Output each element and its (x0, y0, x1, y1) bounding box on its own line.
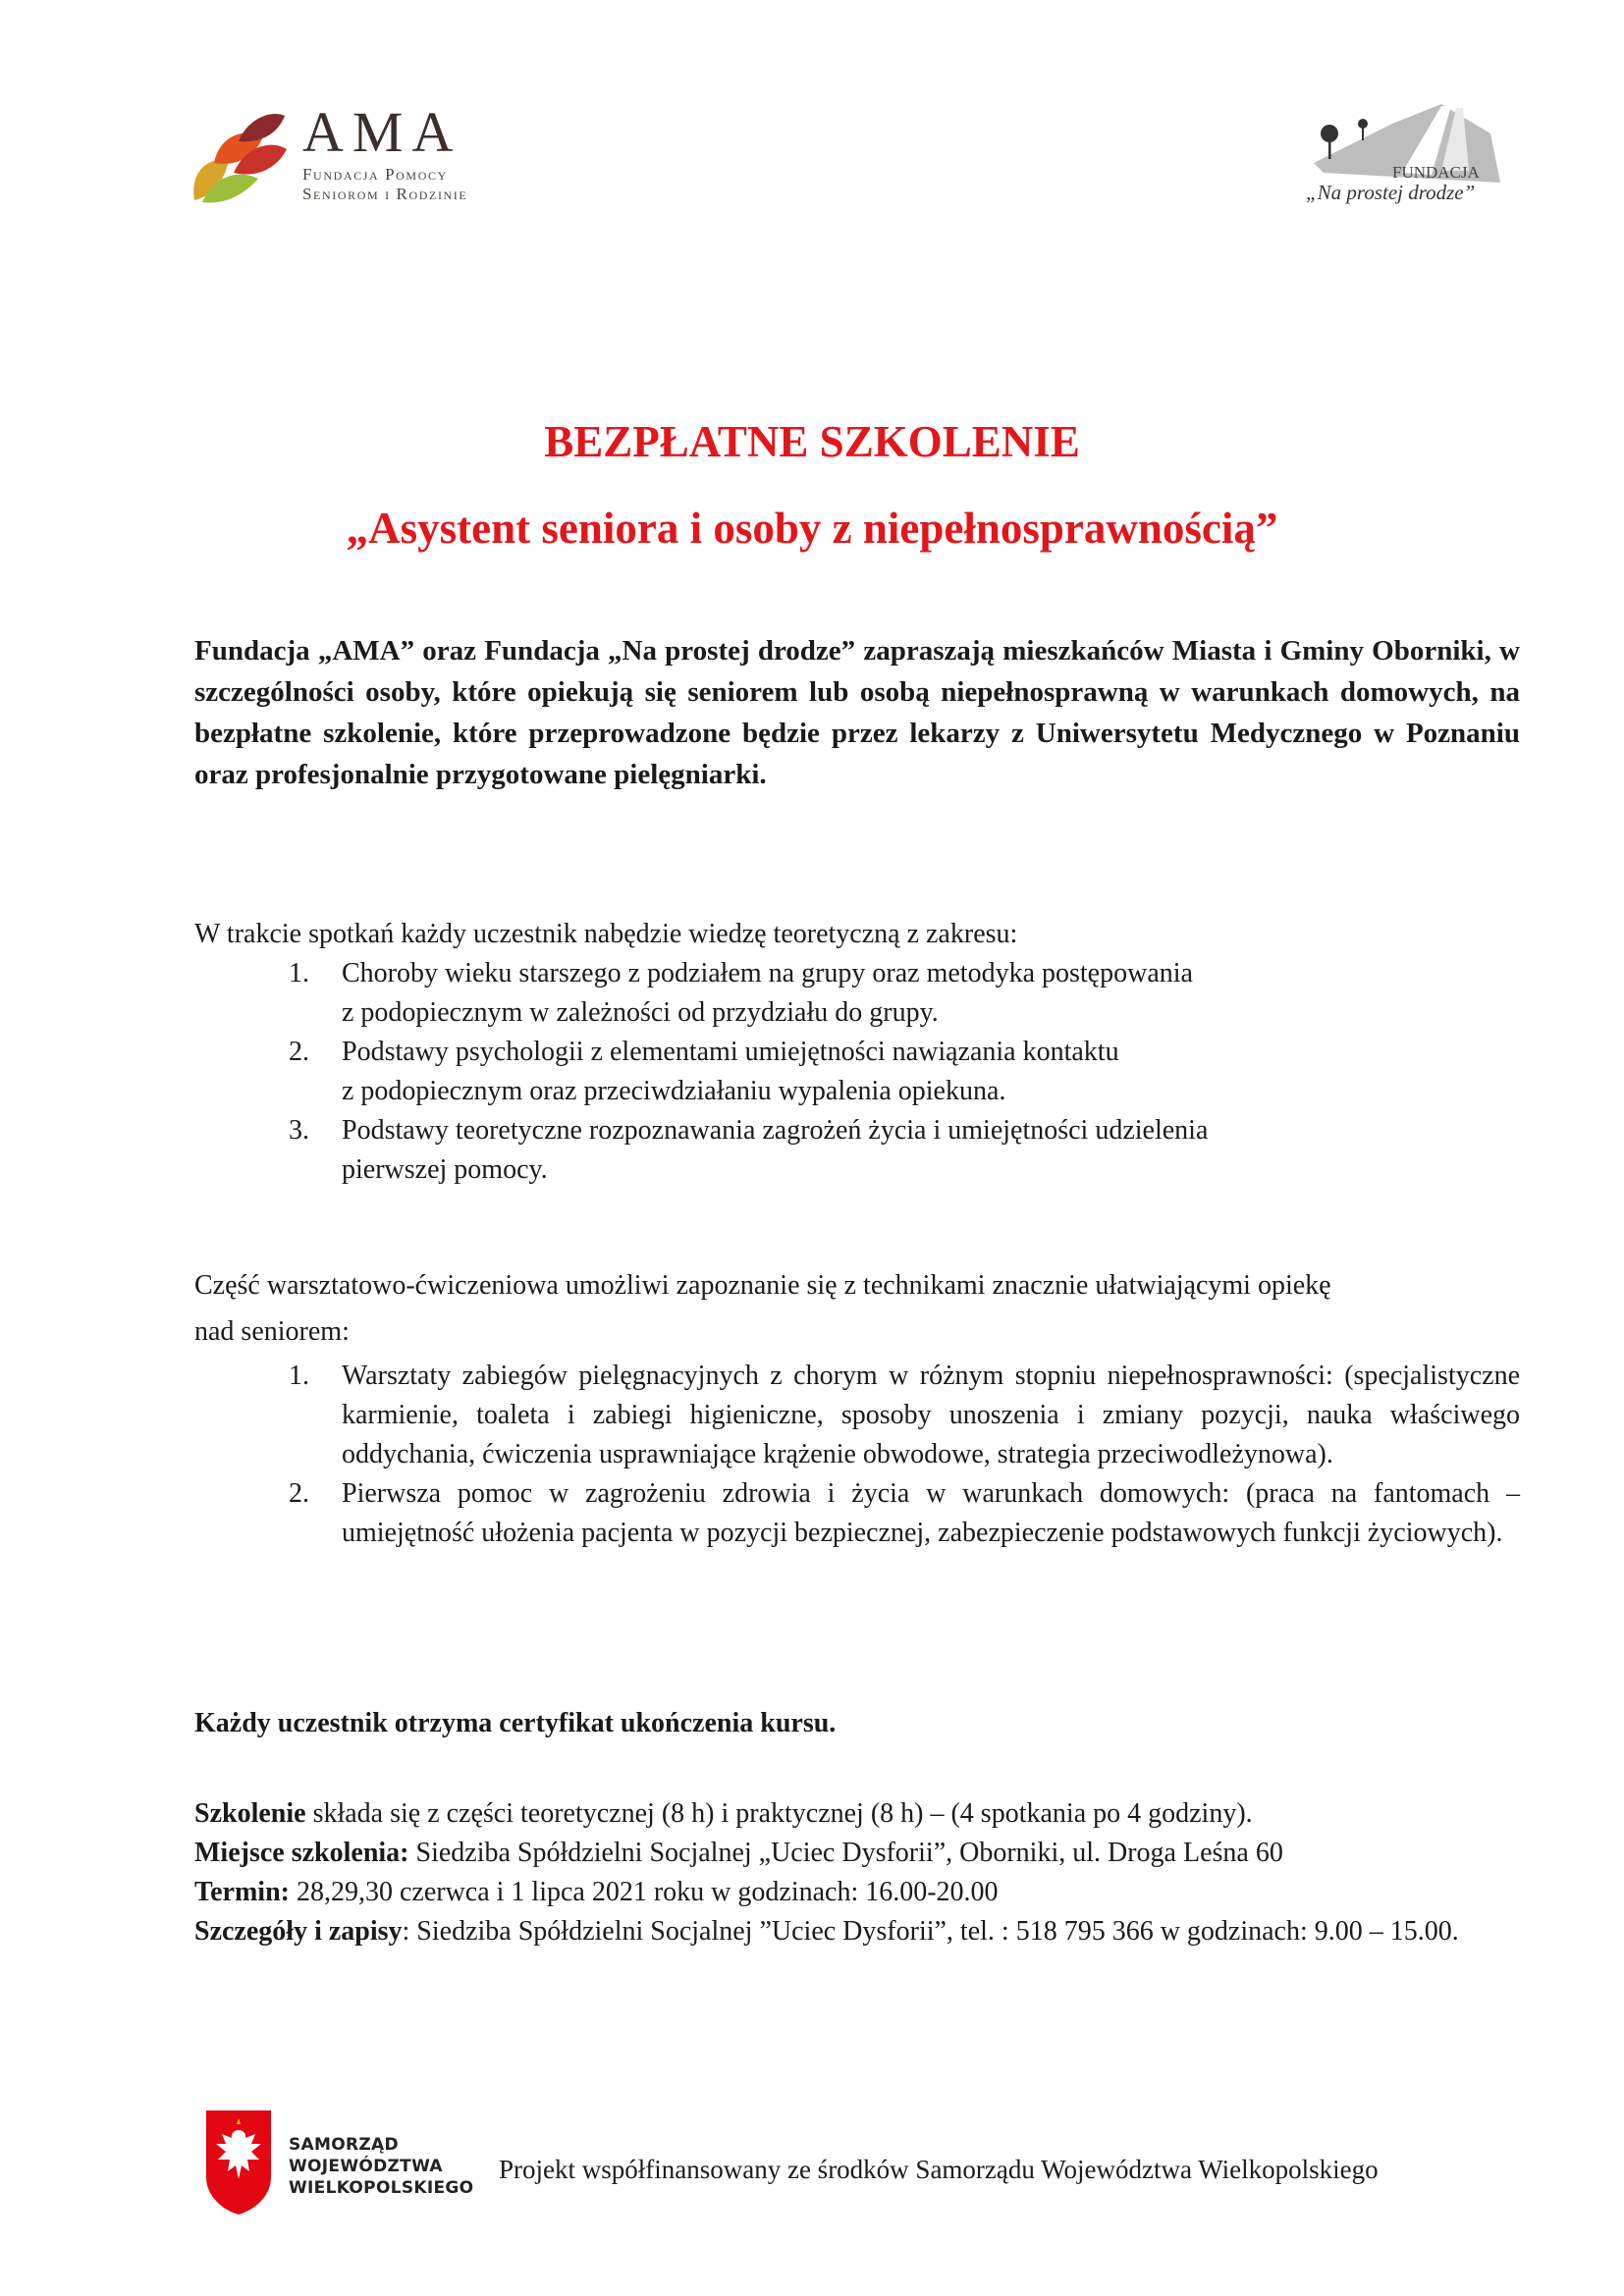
theory-lead: W trakcie spotkań każdy uczestnik nabędzie wiedzę teoretyczną z zakresu: (194, 919, 1018, 949)
na-prostej-drodze-logo (1294, 94, 1502, 214)
ama-logo-name: AMA (302, 100, 462, 164)
signup-label: Szczegóły i zapisy (194, 1916, 403, 1947)
ama-logo-subtitle-2: Seniorom i Rodzinie (302, 185, 468, 203)
date-text: 28,29,30 czerwca i 1 lipca 2021 roku w godzinach: 16.00-20.00 (289, 1877, 999, 1907)
list-item-text: Warsztaty zabiegów pielęgnacyjnych z chorym w różnym stopniu niepełnosprawności: (specjalistyczne karmienie, toaleta i zabiegi higieniczne, sposoby unoszenia i zmiany pozycji, nauka właściwego oddychania, ćwiczenia usprawniające krążenie obwodowe, strategia przeciwodleżynowa). (342, 1361, 1520, 1469)
place-info (194, 1834, 1520, 1873)
funding-note: Projekt współfinansowany ze środków Samorządu Województwa Wielkopolskiego (499, 2155, 1379, 2184)
list-item (194, 954, 1520, 1033)
list-item-line: Podstawy teoretyczne rozpoznawania zagrożeń życia i umiejętności udzielenia (342, 1115, 1209, 1146)
place-text: Siedziba Spółdzielni Socjalnej „Uciec Dysforii”, Oborniki, ul. Droga Leśna 60 (408, 1838, 1283, 1868)
list-item (194, 1111, 1520, 1190)
intro-paragraph: Fundacja „AMA” oraz Fundacja „Na prostej drodze” zapraszają mieszkańców Miasta i Gminy Oborniki, w szczególności osoby, które opiekują się seniorem lub osobą niepełnosprawną w warunkach domowych, na bezpłatne szkolenie, które przeprowadzone będzie przez lekarzy z Uniwersytetu Medycznego w Poznaniu oraz profesjonalnie przygotowane pielęgniarki. (194, 635, 1520, 790)
eagle-crest-icon (204, 2109, 273, 2216)
autumn-leaves-logo-icon (185, 102, 293, 210)
theory-section (194, 915, 1520, 1190)
list-item-line: Podstawy psychologii z elementami umiejętności nawiązania kontaktu (342, 1037, 1119, 1067)
list-item (194, 1033, 1520, 1111)
list-item-line: Choroby wieku starszego z podziałem na grupy oraz metodyka postępowania (342, 958, 1193, 988)
signup-info (194, 1912, 1520, 1951)
list-item-number: 2. (289, 1478, 309, 1509)
list-item-number: 3. (289, 1115, 309, 1146)
list-item-number: 2. (289, 1037, 309, 1067)
training-text: składa się z części teoretycznej (8 h) i praktycznej (8 h) – (4 spotkania po 4 godziny). (305, 1798, 1253, 1829)
list-item-number: 1. (289, 1361, 309, 1391)
date-info (194, 1873, 1520, 1912)
practice-lead-line1: Część warsztatowo-ćwiczeniowa umożliwi zapoznanie się z technikami znacznie ułatwiającymi opiekę (194, 1270, 1331, 1301)
samorzad-logo (204, 2109, 499, 2216)
signup-text: : Siedziba Spółdzielni Socjalnej ”Uciec Dysforii”, tel. : 518 795 366 w godzinach: 9.00 – 15.00. (402, 1916, 1459, 1947)
list-item (194, 1474, 1520, 1553)
list-item-text: Pierwsza pomoc w zagrożeniu zdrowia i życia w warunkach domowych: (praca na fantomach – umiejętność ułożenia pacjenta w pozycji bezpiecznej, zabezpieczenie podstawowych funkcji życiowych). (342, 1478, 1520, 1548)
footer-org-line1: SAMORZĄD WOJEWÓDZTWA (289, 2135, 443, 2176)
practice-lead-line2: nad seniorem: (194, 1316, 350, 1347)
road-logo-line1: FUNDACJA (1392, 163, 1480, 182)
list-item-line: pierwszej pomocy. (342, 1154, 548, 1185)
document-subtitle: „Asystent seniora i osoby z niepełnosprawnością” (346, 504, 1278, 553)
training-label: Szkolenie (194, 1798, 306, 1829)
ama-logo (185, 102, 528, 210)
practice-section (194, 1264, 1520, 1553)
certificate-note: Każdy uczestnik otrzyma certyfikat ukończenia kursu. (194, 1708, 837, 1738)
list-item (194, 1357, 1520, 1474)
training-details (194, 1794, 1520, 1951)
place-label: Miejsce szkolenia: (194, 1838, 409, 1868)
list-item-line: z podopiecznym w zależności od przydziału do grupy. (342, 997, 939, 1028)
theory-list (194, 954, 1520, 1190)
ama-logo-subtitle-1: Fundacja Pomocy (302, 165, 448, 184)
footer-org-line2: WIELKOPOLSKIEGO (289, 2178, 474, 2198)
document-title: BEZPŁATNE SZKOLENIE (544, 417, 1080, 466)
footer-org-name (289, 2134, 499, 2199)
practice-list (194, 1357, 1520, 1553)
list-item-number: 1. (289, 958, 309, 988)
road-logo-line2: „Na prostej drodze” (1306, 181, 1476, 204)
date-label: Termin: (194, 1877, 290, 1907)
training-info (194, 1794, 1520, 1834)
list-item-line: z podopiecznym oraz przeciwdziałaniu wypalenia opiekuna. (342, 1076, 1006, 1106)
